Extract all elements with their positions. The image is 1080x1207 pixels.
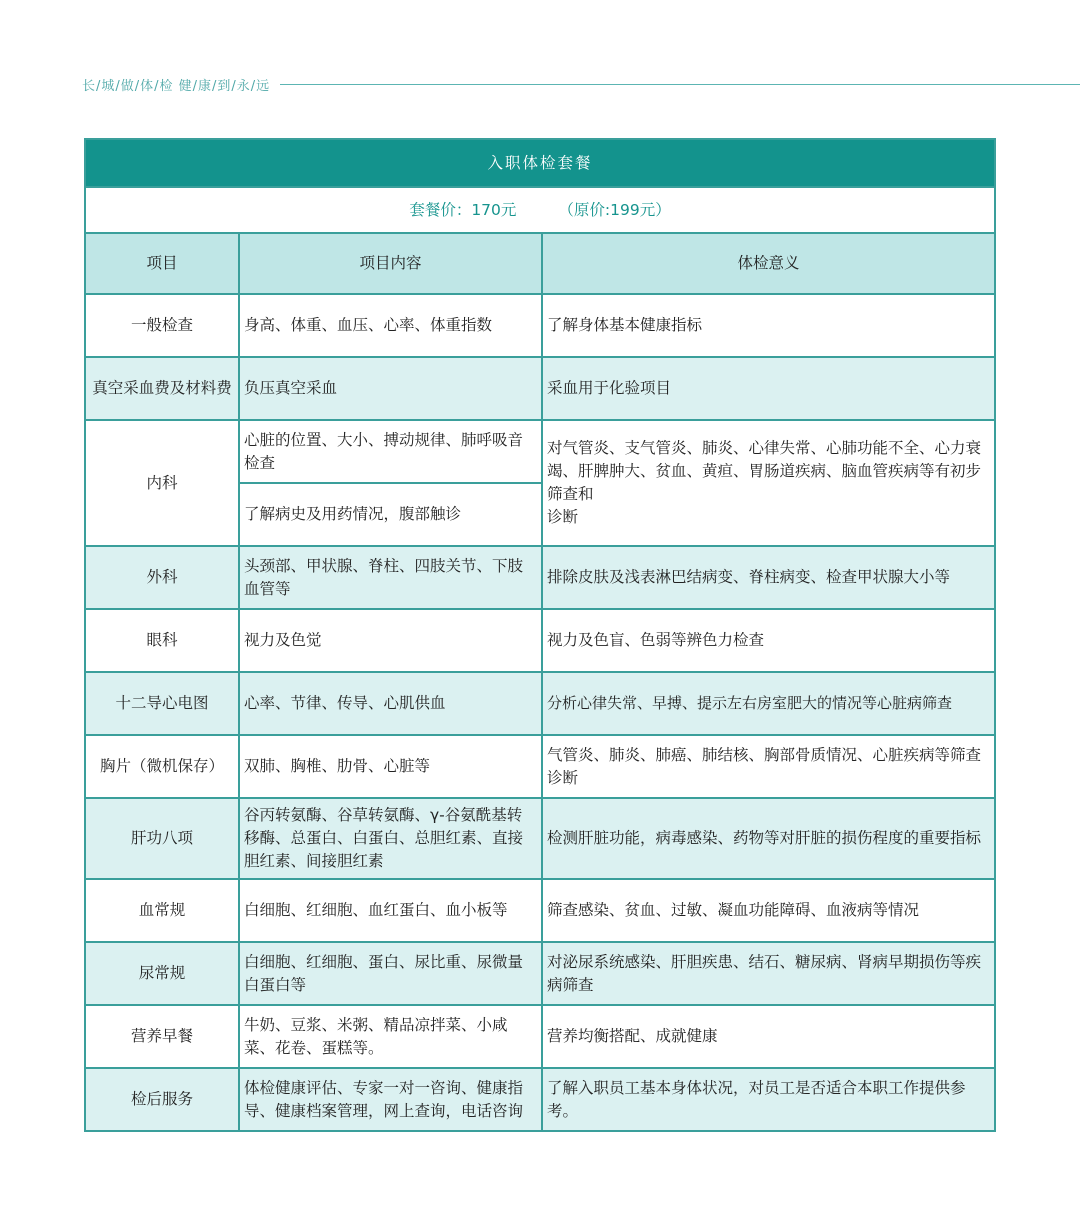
row-meaning-line: 诊断 — [547, 508, 579, 526]
row-meaning: 了解身体基本健康指标 — [542, 294, 995, 357]
table-row — [85, 357, 995, 420]
row-item: 一般检查 — [85, 294, 239, 357]
table-row — [85, 879, 995, 942]
row-meaning: 了解入职员工基本身体状况，对员工是否适合本职工作提供参考。 — [542, 1068, 995, 1131]
row-meaning: 检测肝脏功能，病毒感染、药物等对肝脏的损伤程度的重要指标 — [542, 798, 995, 879]
original-price: （原价:199元） — [558, 200, 671, 219]
row-content: 牛奶、豆浆、米粥、精品凉拌菜、小咸菜、花卷、蛋糕等。 — [239, 1005, 542, 1068]
table-row — [85, 798, 995, 879]
header-divider — [280, 84, 1080, 85]
row-meaning: 采血用于化验项目 — [542, 357, 995, 420]
row-meaning-line: 对气管炎、支气管炎、肺炎、心律失常、心肺功能不全、心力衰竭、肝脾肿大、贫血、黄疸、胃肠道疾病、脑血管疾病等有初步筛查和 — [547, 439, 982, 503]
row-meaning — [542, 420, 995, 546]
row-meaning: 气管炎、肺炎、肺癌、肺结核、胸部骨质情况、心脏疾病等筛查诊断 — [542, 735, 995, 798]
row-item: 眼科 — [85, 609, 239, 672]
row-item: 营养早餐 — [85, 1005, 239, 1068]
table-header-row — [85, 233, 995, 294]
row-item: 血常规 — [85, 879, 239, 942]
row-content: 白细胞、红细胞、蛋白、尿比重、尿微量白蛋白等 — [239, 942, 542, 1005]
row-item: 外科 — [85, 546, 239, 609]
row-content: 视力及色觉 — [239, 609, 542, 672]
row-meaning: 营养均衡搭配、成就健康 — [542, 1005, 995, 1068]
row-meaning: 筛查感染、贫血、过敏、凝血功能障碍、血液病等情况 — [542, 879, 995, 942]
row-item: 十二导心电图 — [85, 672, 239, 735]
table-row — [85, 420, 995, 483]
row-content: 谷丙转氨酶、谷草转氨酶、γ-谷氨酰基转移酶、总蛋白、白蛋白、总胆红素、直接胆红素、间接胆红素 — [239, 798, 542, 879]
slogan: 长/城/做/体/检 健/康/到/永/远 — [82, 78, 271, 94]
row-item: 内科 — [85, 420, 239, 546]
row-content: 白细胞、红细胞、血红蛋白、血小板等 — [239, 879, 542, 942]
row-content: 双肺、胸椎、肋骨、心脏等 — [239, 735, 542, 798]
table-row — [85, 672, 995, 735]
row-content: 负压真空采血 — [239, 357, 542, 420]
package-price-row — [85, 187, 995, 233]
row-content: 头颈部、甲状腺、脊柱、四肢关节、下肢血管等 — [239, 546, 542, 609]
table-row — [85, 546, 995, 609]
table-row — [85, 609, 995, 672]
package-title: 入职体检套餐 — [85, 139, 995, 187]
table-row — [85, 1005, 995, 1068]
row-item: 真空采血费及材料费 — [85, 357, 239, 420]
table-row — [85, 735, 995, 798]
row-content: 身高、体重、血压、心率、体重指数 — [239, 294, 542, 357]
row-item: 肝功八项 — [85, 798, 239, 879]
row-meaning: 排除皮肤及浅表淋巴结病变、脊柱病变、检查甲状腺大小等 — [542, 546, 995, 609]
table-row — [85, 942, 995, 1005]
table-row — [85, 1068, 995, 1131]
row-content: 体检健康评估、专家一对一咨询、健康指导、健康档案管理，网上查询，电话咨询 — [239, 1068, 542, 1131]
row-meaning: 对泌尿系统感染、肝胆疾患、结石、糖尿病、肾病早期损伤等疾病筛查 — [542, 942, 995, 1005]
page-header — [82, 74, 1080, 94]
package-table — [84, 138, 996, 1132]
row-content: 了解病史及用药情况，腹部触诊 — [239, 483, 542, 546]
row-content: 心率、节律、传导、心肌供血 — [239, 672, 542, 735]
column-header-meaning: 体检意义 — [542, 233, 995, 294]
column-header-item: 项目 — [85, 233, 239, 294]
row-content: 心脏的位置、大小、搏动规律、肺呼吸音检查 — [239, 420, 542, 483]
row-meaning: 视力及色盲、色弱等辨色力检查 — [542, 609, 995, 672]
column-header-content: 项目内容 — [239, 233, 542, 294]
row-item: 胸片（微机保存） — [85, 735, 239, 798]
row-item: 检后服务 — [85, 1068, 239, 1131]
table-row — [85, 294, 995, 357]
package-price: 套餐价：170元 — [409, 200, 517, 219]
row-meaning: 分析心律失常、早搏、提示左右房室肥大的情况等心脏病筛查 — [542, 672, 995, 735]
row-item: 尿常规 — [85, 942, 239, 1005]
